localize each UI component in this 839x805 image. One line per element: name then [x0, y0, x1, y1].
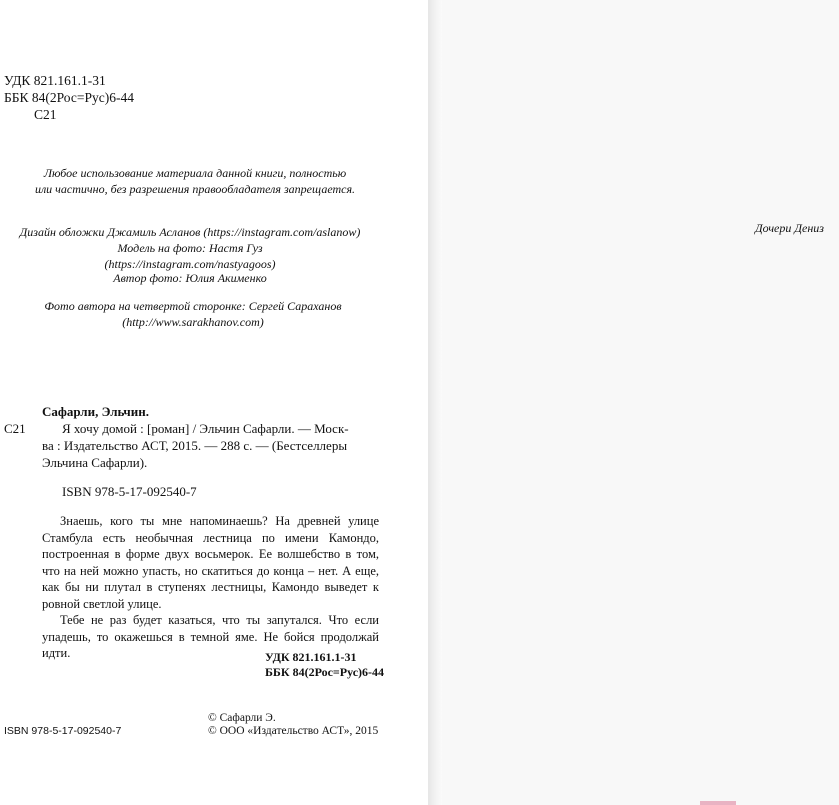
bbk-bottom: ББК 84(2Рос=Рус)6-44: [265, 665, 385, 679]
photo-credit: Автор фото: Юлия Акименко: [113, 271, 267, 285]
bbk-code: ББК 84(2Рос=Рус)6-44: [4, 90, 134, 105]
copyright-notice-line-2: или частично, без разрешения правообладателя запрещается.: [34, 182, 356, 196]
model-credit: Модель на фото: Настя Гуз: [117, 241, 263, 255]
annotation-paragraph-2: Тебе не раз будет казаться, что ты запутался. Что если упадешь, то окажешься в темной яме. Не бойся продолжай идти.: [42, 613, 379, 660]
bib-mark: С21: [4, 421, 26, 436]
model-link: (https://instagram.com/nastyagoos): [104, 257, 276, 271]
bib-line-2: ва : Издательство АСТ, 2015. — 288 с. — (Бестселлеры: [42, 438, 348, 453]
bib-line-3: Эльчина Сафарли).: [42, 455, 148, 470]
annotation: [42, 513, 379, 662]
right-page: [442, 0, 839, 805]
book-spine: [428, 0, 442, 805]
udk-bottom: УДК 821.161.1-31: [265, 650, 357, 664]
bib-line-1: Я хочу домой : [роман] / Эльчин Сафарли. — Моск-: [62, 421, 349, 436]
bib-isbn: ISBN 978-5-17-092540-7: [62, 484, 197, 499]
copyright-author: © Сафарли Э.: [208, 712, 276, 724]
udk-code: УДК 821.161.1-31: [4, 73, 106, 88]
bib-author: Сафарли, Эльчин.: [42, 404, 149, 419]
author-photo-credit: Фото автора на четвертой сторонке: Сергей Сараханов: [44, 299, 342, 313]
author-photo-link: (http://www.sarakhanov.com): [122, 315, 264, 329]
copyright-publisher: © ООО «Издательство АСТ», 2015: [208, 725, 379, 737]
copyright-notice-line-1: Любое использование материала данной книги, полностью: [43, 166, 347, 180]
dedication: Дочери Дениз: [755, 221, 824, 235]
footer-isbn: ISBN 978-5-17-092540-7: [4, 725, 122, 737]
cover-design-credit: Дизайн обложки Джамиль Асланов (https://instagram.com/aslanow): [19, 225, 361, 239]
author-mark: С21: [34, 107, 57, 122]
annotation-paragraph-1: Знаешь, кого ты мне напоминаешь? На древней улице Стамбула есть необычная лестница по имени Камондо, построенная в форме двух восьмерок. Ее волшебство в том, что на ней можно упасть, но скатиться до конца – нет. А еще, как бы ни плутал в ступенях лестницы, Камондо выведет к ровной светлой улице.: [42, 514, 379, 611]
page-edge-mark: [700, 801, 736, 805]
